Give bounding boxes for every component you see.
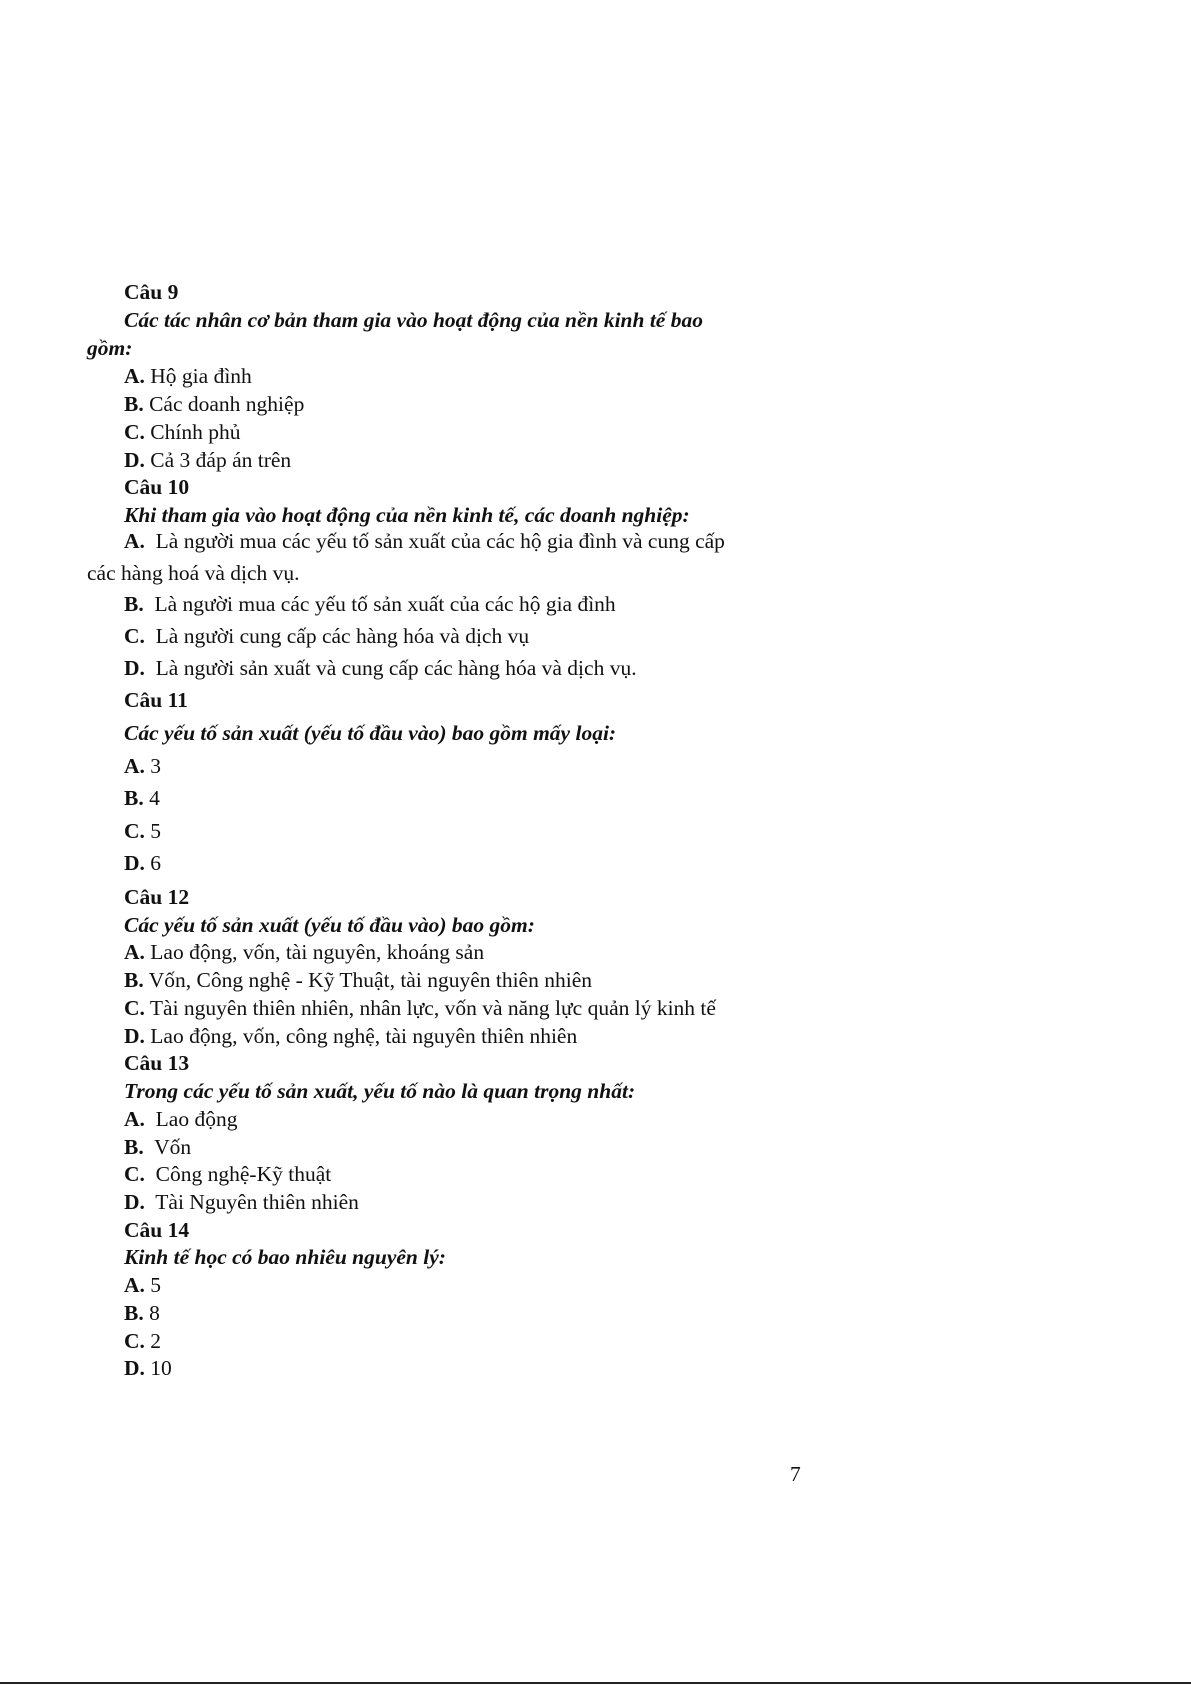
question-prompt-continued: gồm: [87,336,133,360]
option-text: Tài nguyên thiên nhiên, nhân lực, vốn và năng lực quản lý kinh tế [149,996,716,1020]
page-number: 7 [790,1462,801,1486]
option-label: C. [124,996,145,1020]
option-text: 6 [150,851,162,875]
answer-option [124,658,637,680]
option-text: 8 [149,1301,160,1325]
option-text: Là người cung cấp các hàng hóa và dịch vụ [155,624,530,648]
option-text: Vốn, Công nghệ - Kỹ Thuật, tài nguyên thiên nhiên [148,968,592,992]
option-label: B. [124,786,144,810]
option-text: Lao động [155,1107,238,1131]
option-label: B. [124,592,144,616]
answer-option [124,942,484,964]
answer-option [124,821,161,843]
option-label: A. [124,529,145,553]
option-label: C. [124,1329,145,1353]
option-label: C. [124,1162,145,1186]
question-title: Câu 9 [124,280,179,304]
option-text: Chính phủ [150,420,241,444]
option-label: A. [124,754,145,778]
question-prompt: Khi tham gia vào hoạt động của nền kinh tế, các doanh nghiệp: [124,503,690,527]
option-text: Lao động, vốn, công nghệ, tài nguyên thiên nhiên [150,1024,578,1048]
answer-option [124,531,725,553]
option-text: Vốn [154,1135,192,1159]
answer-option [124,1303,160,1325]
answer-option [124,853,161,875]
answer-option [124,422,240,444]
option-text: Các doanh nghiệp [149,392,305,416]
question-prompt: Kinh tế học có bao nhiêu nguyên lý: [124,1245,446,1269]
option-label: D. [124,448,145,472]
answer-option [124,970,592,992]
option-text: Cả 3 đáp án trên [150,448,292,472]
option-label: D. [124,1356,145,1380]
option-label: D. [124,656,145,680]
option-text: Là người mua các yếu tố sản xuất của các hộ gia đình và cung cấp [155,529,725,553]
option-label: B. [124,1135,144,1159]
option-text: 10 [150,1356,172,1380]
option-text: 5 [150,1273,162,1297]
question-prompt: Các tác nhân cơ bản tham gia vào hoạt động của nền kinh tế bao [124,308,703,332]
answer-option [124,1192,359,1214]
question-title: Câu 10 [124,475,190,499]
option-label: A. [124,364,145,388]
option-label: B. [124,392,144,416]
option-text: Tài Nguyên thiên nhiên [155,1190,359,1214]
option-text: 2 [150,1329,162,1353]
option-label: A. [124,1107,145,1131]
option-label: C. [124,624,145,648]
answer-option [124,594,616,616]
option-text: 5 [150,819,162,843]
answer-option [124,1358,172,1380]
option-text: Lao động, vốn, tài nguyên, khoáng sản [150,940,485,964]
question-prompt: Các yếu tố sản xuất (yếu tố đầu vào) bao gồm: [124,913,535,937]
option-label: A. [124,1273,145,1297]
question-title: Câu 11 [124,688,188,712]
option-text: 4 [149,786,160,810]
answer-option [124,394,304,416]
option-label: B. [124,1301,144,1325]
option-label: D. [124,1190,145,1214]
answer-option [124,626,529,648]
answer-option [124,1164,331,1186]
option-label: C. [124,819,145,843]
option-text: 3 [150,754,162,778]
option-label: C. [124,420,145,444]
option-label: B. [124,968,144,992]
question-title: Câu 13 [124,1051,190,1075]
answer-option [124,1331,161,1353]
answer-option [124,366,252,388]
question-prompt: Các yếu tố sản xuất (yếu tố đầu vào) bao gồm mấy loại: [124,721,617,745]
option-label: D. [124,851,145,875]
answer-option [124,756,161,778]
option-label: A. [124,940,145,964]
question-title: Câu 14 [124,1218,190,1242]
option-text: Là người sản xuất và cung cấp các hàng hóa và dịch vụ. [155,656,637,680]
option-text: Công nghệ-Kỹ thuật [155,1162,332,1186]
answer-option [124,1109,237,1131]
answer-option [124,788,160,810]
option-text: Hộ gia đình [150,364,252,388]
page-bottom-edge [0,1682,1191,1684]
answer-option [124,998,716,1020]
answer-option [124,450,291,472]
option-text: Là người mua các yếu tố sản xuất của các hộ gia đình [154,592,616,616]
option-text-continued: các hàng hoá và dịch vụ. [87,561,300,585]
answer-option [124,1026,577,1048]
option-label: D. [124,1024,145,1048]
answer-option [124,1275,161,1297]
question-prompt: Trong các yếu tố sản xuất, yếu tố nào là quan trọng nhất: [124,1079,636,1103]
answer-option [124,1137,191,1159]
question-title: Câu 12 [124,885,190,909]
